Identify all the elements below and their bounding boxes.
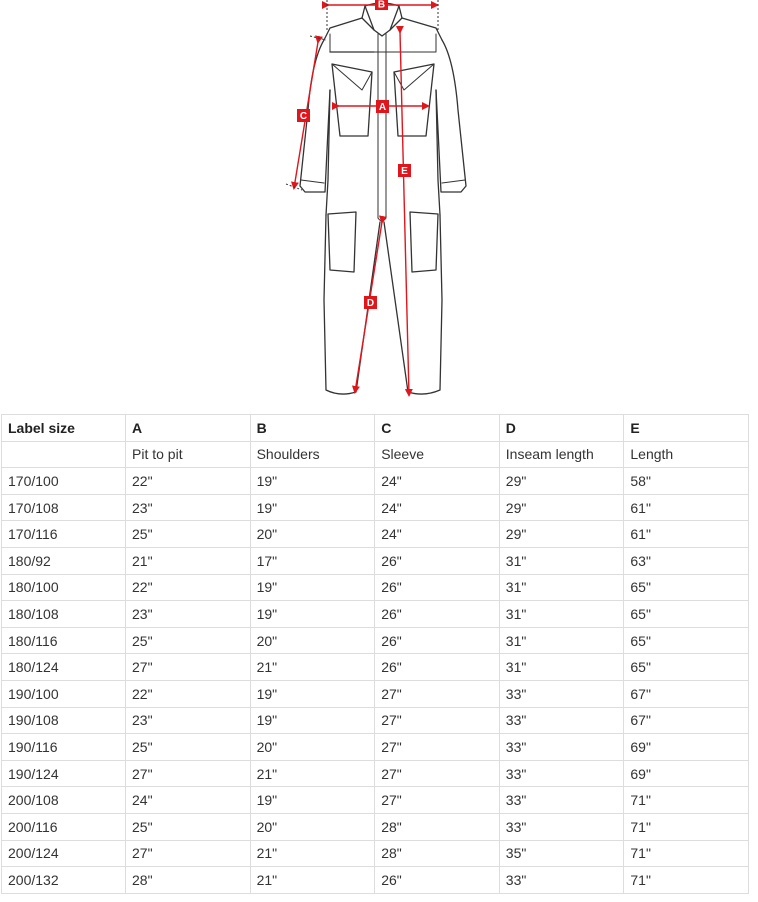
table-row bbox=[2, 574, 749, 601]
cell-a: 24" bbox=[126, 787, 251, 814]
cell-e: 67" bbox=[624, 680, 749, 707]
cell-label-size: 200/132 bbox=[2, 867, 126, 894]
svg-text:B: B bbox=[377, 0, 386, 11]
table-row bbox=[2, 760, 749, 787]
cell-label-size: 180/92 bbox=[2, 547, 126, 574]
cell-label-size: 180/116 bbox=[2, 627, 126, 654]
table-row bbox=[2, 521, 749, 548]
cell-a: 23" bbox=[126, 494, 251, 521]
cell-b: 19" bbox=[250, 680, 375, 707]
cell-b: 21" bbox=[250, 867, 375, 894]
cell-label-size: 200/116 bbox=[2, 813, 126, 840]
cell-b: 20" bbox=[250, 813, 375, 840]
cell-label-size: 190/124 bbox=[2, 760, 126, 787]
cell-a: 25" bbox=[126, 813, 251, 840]
cell-d: 31" bbox=[499, 574, 624, 601]
cell-c: 27" bbox=[375, 734, 500, 761]
cell-c: 27" bbox=[375, 680, 500, 707]
cell-e: 69" bbox=[624, 760, 749, 787]
table-row bbox=[2, 627, 749, 654]
right-sleeve bbox=[436, 40, 466, 192]
cell-label-size: 170/108 bbox=[2, 494, 126, 521]
cell-c: 26" bbox=[375, 627, 500, 654]
cell-d: 33" bbox=[499, 787, 624, 814]
cell-a: 22" bbox=[126, 574, 251, 601]
cell-c: 26" bbox=[375, 654, 500, 681]
cell-e: 65" bbox=[624, 574, 749, 601]
cell-e: 71" bbox=[624, 867, 749, 894]
cell-label-size: 200/108 bbox=[2, 787, 126, 814]
cell-c: 27" bbox=[375, 707, 500, 734]
cell-b: 19" bbox=[250, 494, 375, 521]
table-header-row bbox=[2, 415, 749, 442]
cell-e: 71" bbox=[624, 840, 749, 867]
cell-e: 65" bbox=[624, 627, 749, 654]
cell-c: 26" bbox=[375, 601, 500, 628]
table-row bbox=[2, 840, 749, 867]
table-row bbox=[2, 813, 749, 840]
subheader-length: Length bbox=[624, 441, 749, 468]
badge-d bbox=[364, 296, 377, 309]
right-chest-pocket bbox=[394, 64, 434, 136]
subheader-inseam-length: Inseam length bbox=[499, 441, 624, 468]
subheader-sleeve: Sleeve bbox=[375, 441, 500, 468]
table-row bbox=[2, 787, 749, 814]
cell-label-size: 190/100 bbox=[2, 680, 126, 707]
cell-label-size: 180/124 bbox=[2, 654, 126, 681]
table-row bbox=[2, 468, 749, 495]
cell-a: 25" bbox=[126, 521, 251, 548]
table-row bbox=[2, 867, 749, 894]
cell-d: 31" bbox=[499, 627, 624, 654]
cell-a: 27" bbox=[126, 760, 251, 787]
cell-label-size: 190/116 bbox=[2, 734, 126, 761]
cell-a: 22" bbox=[126, 680, 251, 707]
header-e: E bbox=[624, 415, 749, 442]
cell-a: 28" bbox=[126, 867, 251, 894]
cell-b: 19" bbox=[250, 601, 375, 628]
cell-d: 33" bbox=[499, 734, 624, 761]
subheader-shoulders: Shoulders bbox=[250, 441, 375, 468]
cell-a: 25" bbox=[126, 734, 251, 761]
cell-d: 31" bbox=[499, 654, 624, 681]
table-row bbox=[2, 707, 749, 734]
cell-d: 29" bbox=[499, 521, 624, 548]
table-row bbox=[2, 494, 749, 521]
badge-b bbox=[375, 0, 388, 11]
cell-a: 27" bbox=[126, 654, 251, 681]
cell-b: 20" bbox=[250, 734, 375, 761]
header-d: D bbox=[499, 415, 624, 442]
cell-b: 19" bbox=[250, 468, 375, 495]
header-a: A bbox=[126, 415, 251, 442]
cell-label-size: 180/100 bbox=[2, 574, 126, 601]
cell-e: 63" bbox=[624, 547, 749, 574]
cell-c: 24" bbox=[375, 494, 500, 521]
cell-d: 33" bbox=[499, 707, 624, 734]
right-leg bbox=[384, 215, 442, 394]
cell-a: 23" bbox=[126, 601, 251, 628]
cell-d: 35" bbox=[499, 840, 624, 867]
cell-e: 58" bbox=[624, 468, 749, 495]
cell-c: 27" bbox=[375, 760, 500, 787]
cell-d: 29" bbox=[499, 468, 624, 495]
zipper bbox=[378, 34, 386, 218]
cell-b: 21" bbox=[250, 840, 375, 867]
cell-label-size: 200/124 bbox=[2, 840, 126, 867]
badge-c bbox=[297, 109, 310, 122]
left-leg-pocket bbox=[328, 212, 356, 272]
table-subheader-row bbox=[2, 441, 749, 468]
cell-e: 67" bbox=[624, 707, 749, 734]
cell-e: 71" bbox=[624, 813, 749, 840]
header-b: B bbox=[250, 415, 375, 442]
cell-b: 21" bbox=[250, 760, 375, 787]
cell-c: 24" bbox=[375, 521, 500, 548]
table-row bbox=[2, 734, 749, 761]
coverall-outline bbox=[300, 3, 466, 394]
cell-c: 28" bbox=[375, 813, 500, 840]
cell-c: 28" bbox=[375, 840, 500, 867]
cell-d: 31" bbox=[499, 601, 624, 628]
cell-a: 21" bbox=[126, 547, 251, 574]
cell-e: 65" bbox=[624, 654, 749, 681]
cell-label-size: 170/116 bbox=[2, 521, 126, 548]
cell-b: 21" bbox=[250, 654, 375, 681]
cell-e: 69" bbox=[624, 734, 749, 761]
cell-d: 31" bbox=[499, 547, 624, 574]
table-row bbox=[2, 680, 749, 707]
cell-d: 33" bbox=[499, 680, 624, 707]
badge-e bbox=[398, 164, 411, 177]
cell-e: 71" bbox=[624, 787, 749, 814]
cell-e: 61" bbox=[624, 521, 749, 548]
cell-b: 19" bbox=[250, 707, 375, 734]
cell-d: 33" bbox=[499, 813, 624, 840]
size-chart-table bbox=[1, 414, 749, 894]
cell-label-size: 190/108 bbox=[2, 707, 126, 734]
cell-e: 65" bbox=[624, 601, 749, 628]
cell-b: 20" bbox=[250, 521, 375, 548]
left-chest-pocket bbox=[332, 64, 372, 136]
table-row bbox=[2, 547, 749, 574]
cell-a: 27" bbox=[126, 840, 251, 867]
right-leg-pocket bbox=[410, 212, 438, 272]
coverall-measurement-diagram bbox=[0, 0, 758, 410]
svg-text:E: E bbox=[401, 166, 408, 177]
cell-e: 61" bbox=[624, 494, 749, 521]
cell-c: 26" bbox=[375, 547, 500, 574]
svg-text:A: A bbox=[378, 102, 387, 113]
cell-label-size: 170/100 bbox=[2, 468, 126, 495]
cell-d: 33" bbox=[499, 760, 624, 787]
cell-c: 26" bbox=[375, 867, 500, 894]
svg-text:D: D bbox=[366, 298, 375, 309]
cell-b: 19" bbox=[250, 787, 375, 814]
cell-d: 29" bbox=[499, 494, 624, 521]
cell-b: 17" bbox=[250, 547, 375, 574]
coverall-illustration bbox=[0, 0, 758, 410]
subheader-cell bbox=[2, 441, 126, 468]
badge-a bbox=[376, 100, 389, 113]
header-label-size: Label size bbox=[2, 415, 126, 442]
cell-a: 23" bbox=[126, 707, 251, 734]
cell-c: 24" bbox=[375, 468, 500, 495]
header-c: C bbox=[375, 415, 500, 442]
cell-d: 33" bbox=[499, 867, 624, 894]
cell-b: 19" bbox=[250, 574, 375, 601]
cell-c: 26" bbox=[375, 574, 500, 601]
subheader-pit-to-pit: Pit to pit bbox=[126, 441, 251, 468]
table-row bbox=[2, 654, 749, 681]
cell-c: 27" bbox=[375, 787, 500, 814]
svg-text:C: C bbox=[299, 111, 308, 122]
cell-a: 25" bbox=[126, 627, 251, 654]
cell-a: 22" bbox=[126, 468, 251, 495]
table-row bbox=[2, 601, 749, 628]
cell-label-size: 180/108 bbox=[2, 601, 126, 628]
cell-b: 20" bbox=[250, 627, 375, 654]
